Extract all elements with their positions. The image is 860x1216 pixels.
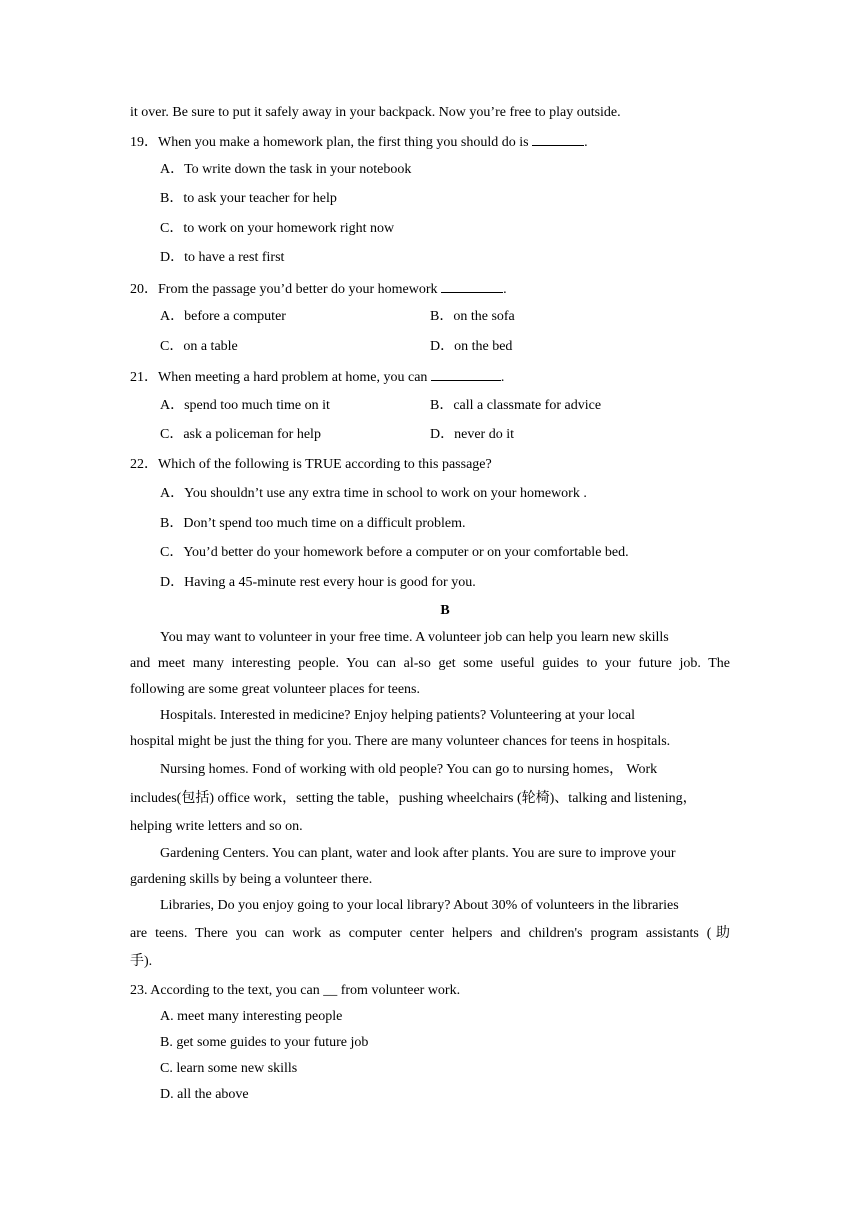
option-20a: A．before a computer bbox=[160, 309, 286, 324]
option-20c: C．on a table bbox=[160, 339, 238, 354]
option-22c: C．You’d better do your homework before a computer or on your comfortable bed. bbox=[160, 545, 629, 560]
passage-line: You may want to volunteer in your free time. A volunteer job can help you learn new skills bbox=[160, 630, 669, 645]
option-22d: D．Having a 45-minute rest every hour is good for you. bbox=[160, 575, 476, 590]
option-22a: A．You shouldn’t use any extra time in school to work on your homework . bbox=[160, 486, 587, 501]
question-19-stem: 19．When you make a homework plan, the first thing you should do is bbox=[130, 135, 533, 150]
option-21d: D．never do it bbox=[430, 427, 514, 442]
answer-blank[interactable] bbox=[441, 279, 503, 293]
passage-line: hospital might be just the thing for you. There are many volunteer chances for teens in hospitals. bbox=[130, 734, 671, 749]
passage-line: Nursing homes. Fond of working with old people? You can go to nursing homes， Work bbox=[160, 762, 658, 777]
passage-line: Libraries, Do you enjoy going to your local library? About 30% of volunteers in the libraries bbox=[160, 898, 679, 913]
passage-line: 手). bbox=[130, 954, 153, 969]
question-end: . bbox=[503, 282, 507, 297]
question-end: . bbox=[584, 135, 588, 150]
passage-line: includes(包括) office work，setting the table，pushing wheelchairs (轮椅)、talking and listening， bbox=[130, 791, 697, 806]
question-22: 22．Which of the following is TRUE according to this passage? bbox=[130, 457, 492, 472]
passage-line: Hospitals. Interested in medicine? Enjoy helping patients? Volunteering at your local bbox=[160, 708, 635, 723]
passage-line: gardening skills by being a volunteer there. bbox=[130, 872, 373, 887]
question-20 bbox=[130, 279, 507, 299]
passage-line: and meet many interesting people. You can al-so get some useful guides to your future job. The bbox=[130, 656, 730, 671]
option-21a: A．spend too much time on it bbox=[160, 398, 330, 413]
option-23c: C. learn some new skills bbox=[160, 1061, 298, 1076]
option-19a: A．To write down the task in your notebook bbox=[160, 162, 412, 177]
passage-tail: it over. Be sure to put it safely away in your backpack. Now you’re free to play outside. bbox=[130, 105, 621, 120]
option-19c: C．to work on your homework right now bbox=[160, 221, 395, 236]
passage-line: helping write letters and so on. bbox=[130, 819, 303, 834]
question-21 bbox=[130, 367, 504, 387]
question-19 bbox=[130, 132, 588, 152]
option-20b: B．on the sofa bbox=[430, 309, 515, 324]
option-21b: B．call a classmate for advice bbox=[430, 398, 602, 413]
option-19d: D．to have a rest first bbox=[160, 250, 285, 265]
question-21-stem: 21．When meeting a hard problem at home, you can bbox=[130, 370, 431, 385]
option-23b: B. get some guides to your future job bbox=[160, 1035, 369, 1050]
option-20d: D．on the bed bbox=[430, 339, 513, 354]
question-23: 23. According to the text, you can __ from volunteer work. bbox=[130, 983, 461, 998]
question-end: . bbox=[500, 370, 505, 385]
option-19b: B．to ask your teacher for help bbox=[160, 191, 337, 206]
option-23a: A. meet many interesting people bbox=[160, 1009, 343, 1024]
option-21c: C．ask a policeman for help bbox=[160, 427, 321, 442]
option-22b: B．Don’t spend too much time on a difficult problem. bbox=[160, 516, 466, 531]
section-heading: B bbox=[440, 603, 450, 618]
option-23d: D. all the above bbox=[160, 1087, 249, 1102]
passage-line: are teens. There you can work as computer center helpers and children's program assistants (助 bbox=[130, 926, 730, 941]
question-20-stem: 20．From the passage you’d better do your homework bbox=[130, 282, 442, 297]
answer-blank[interactable] bbox=[532, 132, 584, 146]
passage-line: following are some great volunteer places for teens. bbox=[130, 682, 421, 697]
passage-line: Gardening Centers. You can plant, water and look after plants. You are sure to improve your bbox=[160, 846, 676, 861]
answer-blank[interactable] bbox=[431, 367, 501, 381]
